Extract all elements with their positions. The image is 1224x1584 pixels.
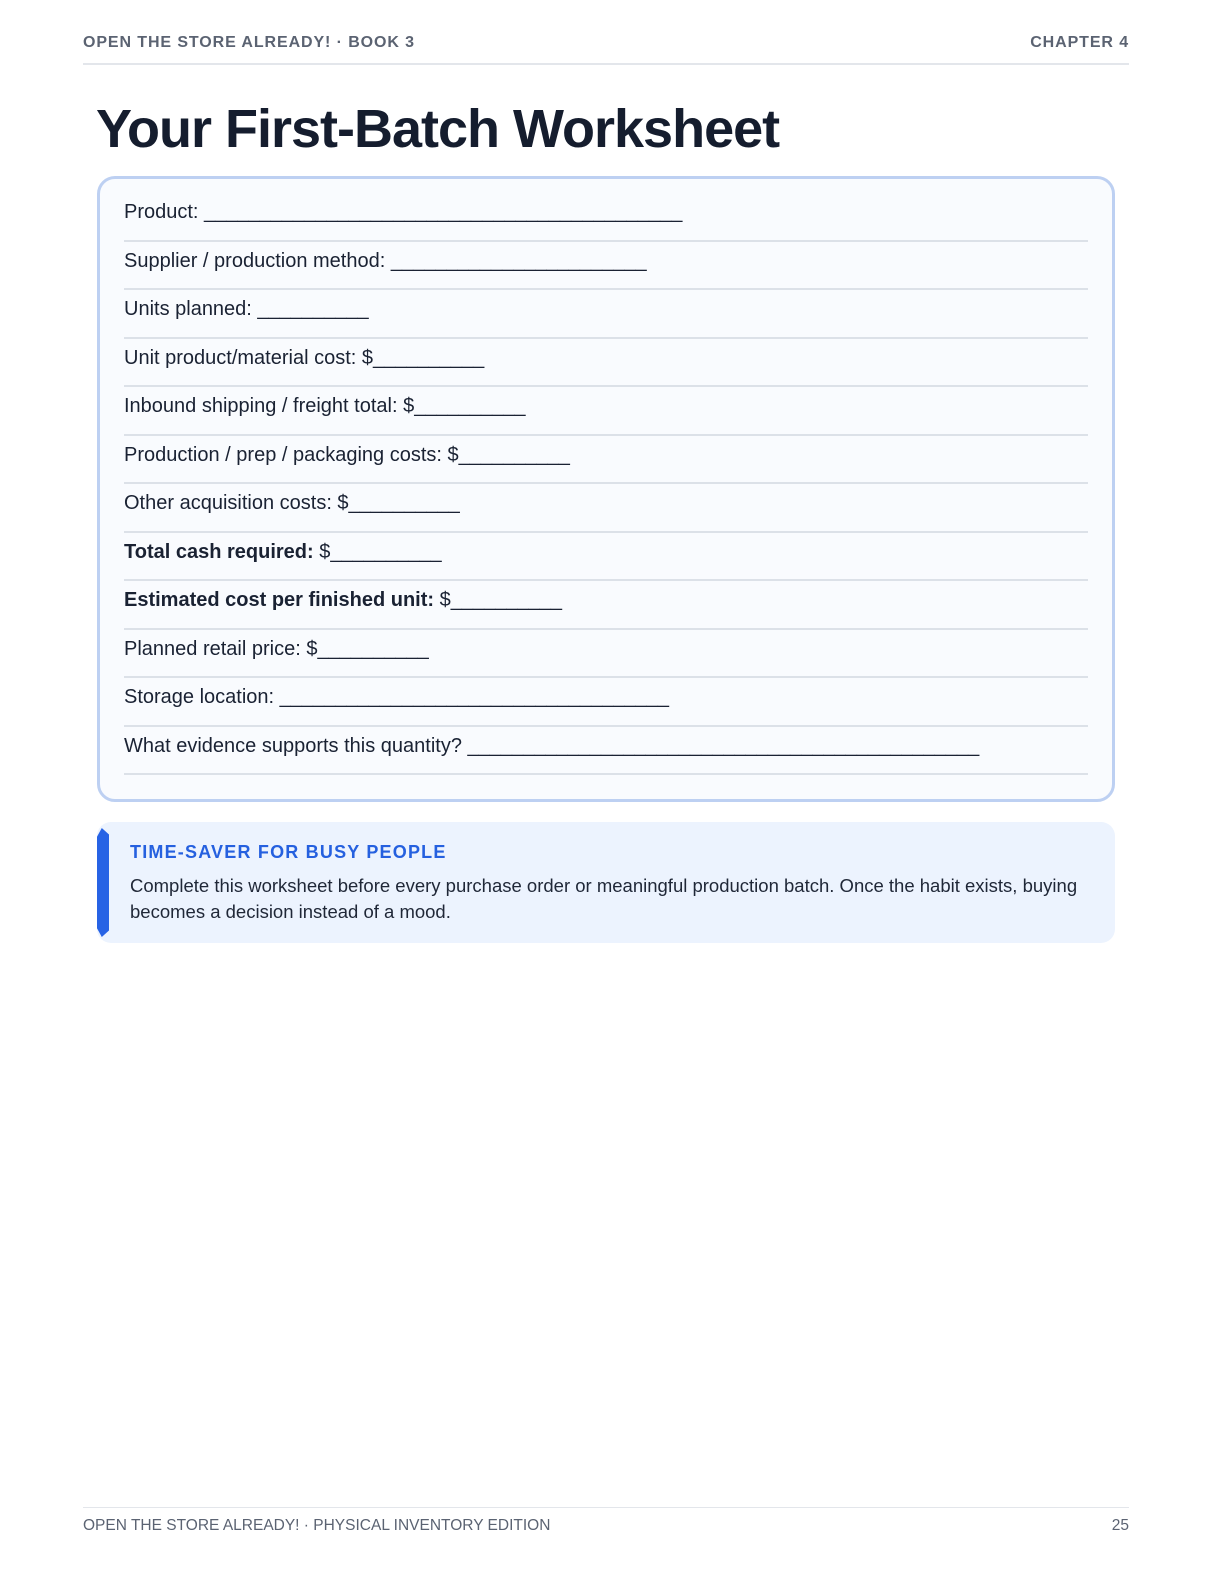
worksheet-field-production-costs [124,436,1088,485]
field-label: Supplier / production method: [124,249,386,272]
field-label: Production / prep / packaging costs: [124,443,442,466]
field-blank: ___________________________________________ [198,201,683,223]
worksheet-field-total-cash [124,533,1088,582]
field-label: Other acquisition costs: [124,492,332,514]
worksheet-field-shipping [124,387,1088,436]
field-label: Inbound shipping / freight total: [124,395,398,417]
field-blank: $__________ [397,395,526,417]
tip-body: Complete this worksheet before every purchase order or meaningful production batch. Once the habit exists, buying becomes a decision instead of a mood. [130,875,1078,922]
page-number: 25 [1111,1517,1129,1534]
running-header [83,34,1129,65]
running-footer [83,1507,1129,1535]
field-label: Product: [124,201,199,223]
footer-edition: OPEN THE STORE ALREADY! · PHYSICAL INVENTORY EDITION [83,1517,551,1534]
page-title: Your First-Batch Worksheet [96,99,780,159]
field-blank: ___________________________________ [274,686,669,708]
running-header-chapter: CHAPTER 4 [1030,34,1129,51]
field-blank: $__________ [300,637,429,660]
field-label: Units planned: [124,298,252,320]
field-label: Storage location: [124,686,275,708]
tip-heading: TIME-SAVER FOR BUSY PEOPLE [130,842,447,862]
field-blank: $__________ [331,492,460,514]
field-blank: $__________ [434,589,562,611]
worksheet-field-other-costs [124,484,1088,533]
field-label: What evidence supports this quantity? [124,734,462,757]
worksheet-field-unit-cost [124,339,1088,388]
field-blank: $__________ [356,346,485,369]
field-label: Estimated cost per finished unit: [124,589,435,611]
field-blank: $__________ [313,540,442,563]
worksheet-box [97,176,1115,802]
worksheet-field-supplier [124,242,1088,291]
field-label: Unit product/material cost: [124,346,357,369]
field-blank: $__________ [441,443,570,466]
worksheet-field-product [124,193,1088,242]
field-blank: __________ [251,298,369,320]
field-label: Planned retail price: [124,637,301,660]
worksheet-field-retail-price [124,630,1088,679]
worksheet-field-evidence [124,727,1088,776]
tip-accent-bar [97,828,109,937]
field-blank: ______________________________________________ [461,734,980,757]
field-blank: _______________________ [385,249,647,272]
worksheet-field-storage [124,678,1088,727]
worksheet-field-cost-per-unit [124,581,1088,630]
tip-callout [97,822,1115,943]
running-header-book: OPEN THE STORE ALREADY! · BOOK 3 [83,34,415,51]
worksheet-field-units [124,290,1088,339]
field-label: Total cash required: [124,540,314,563]
